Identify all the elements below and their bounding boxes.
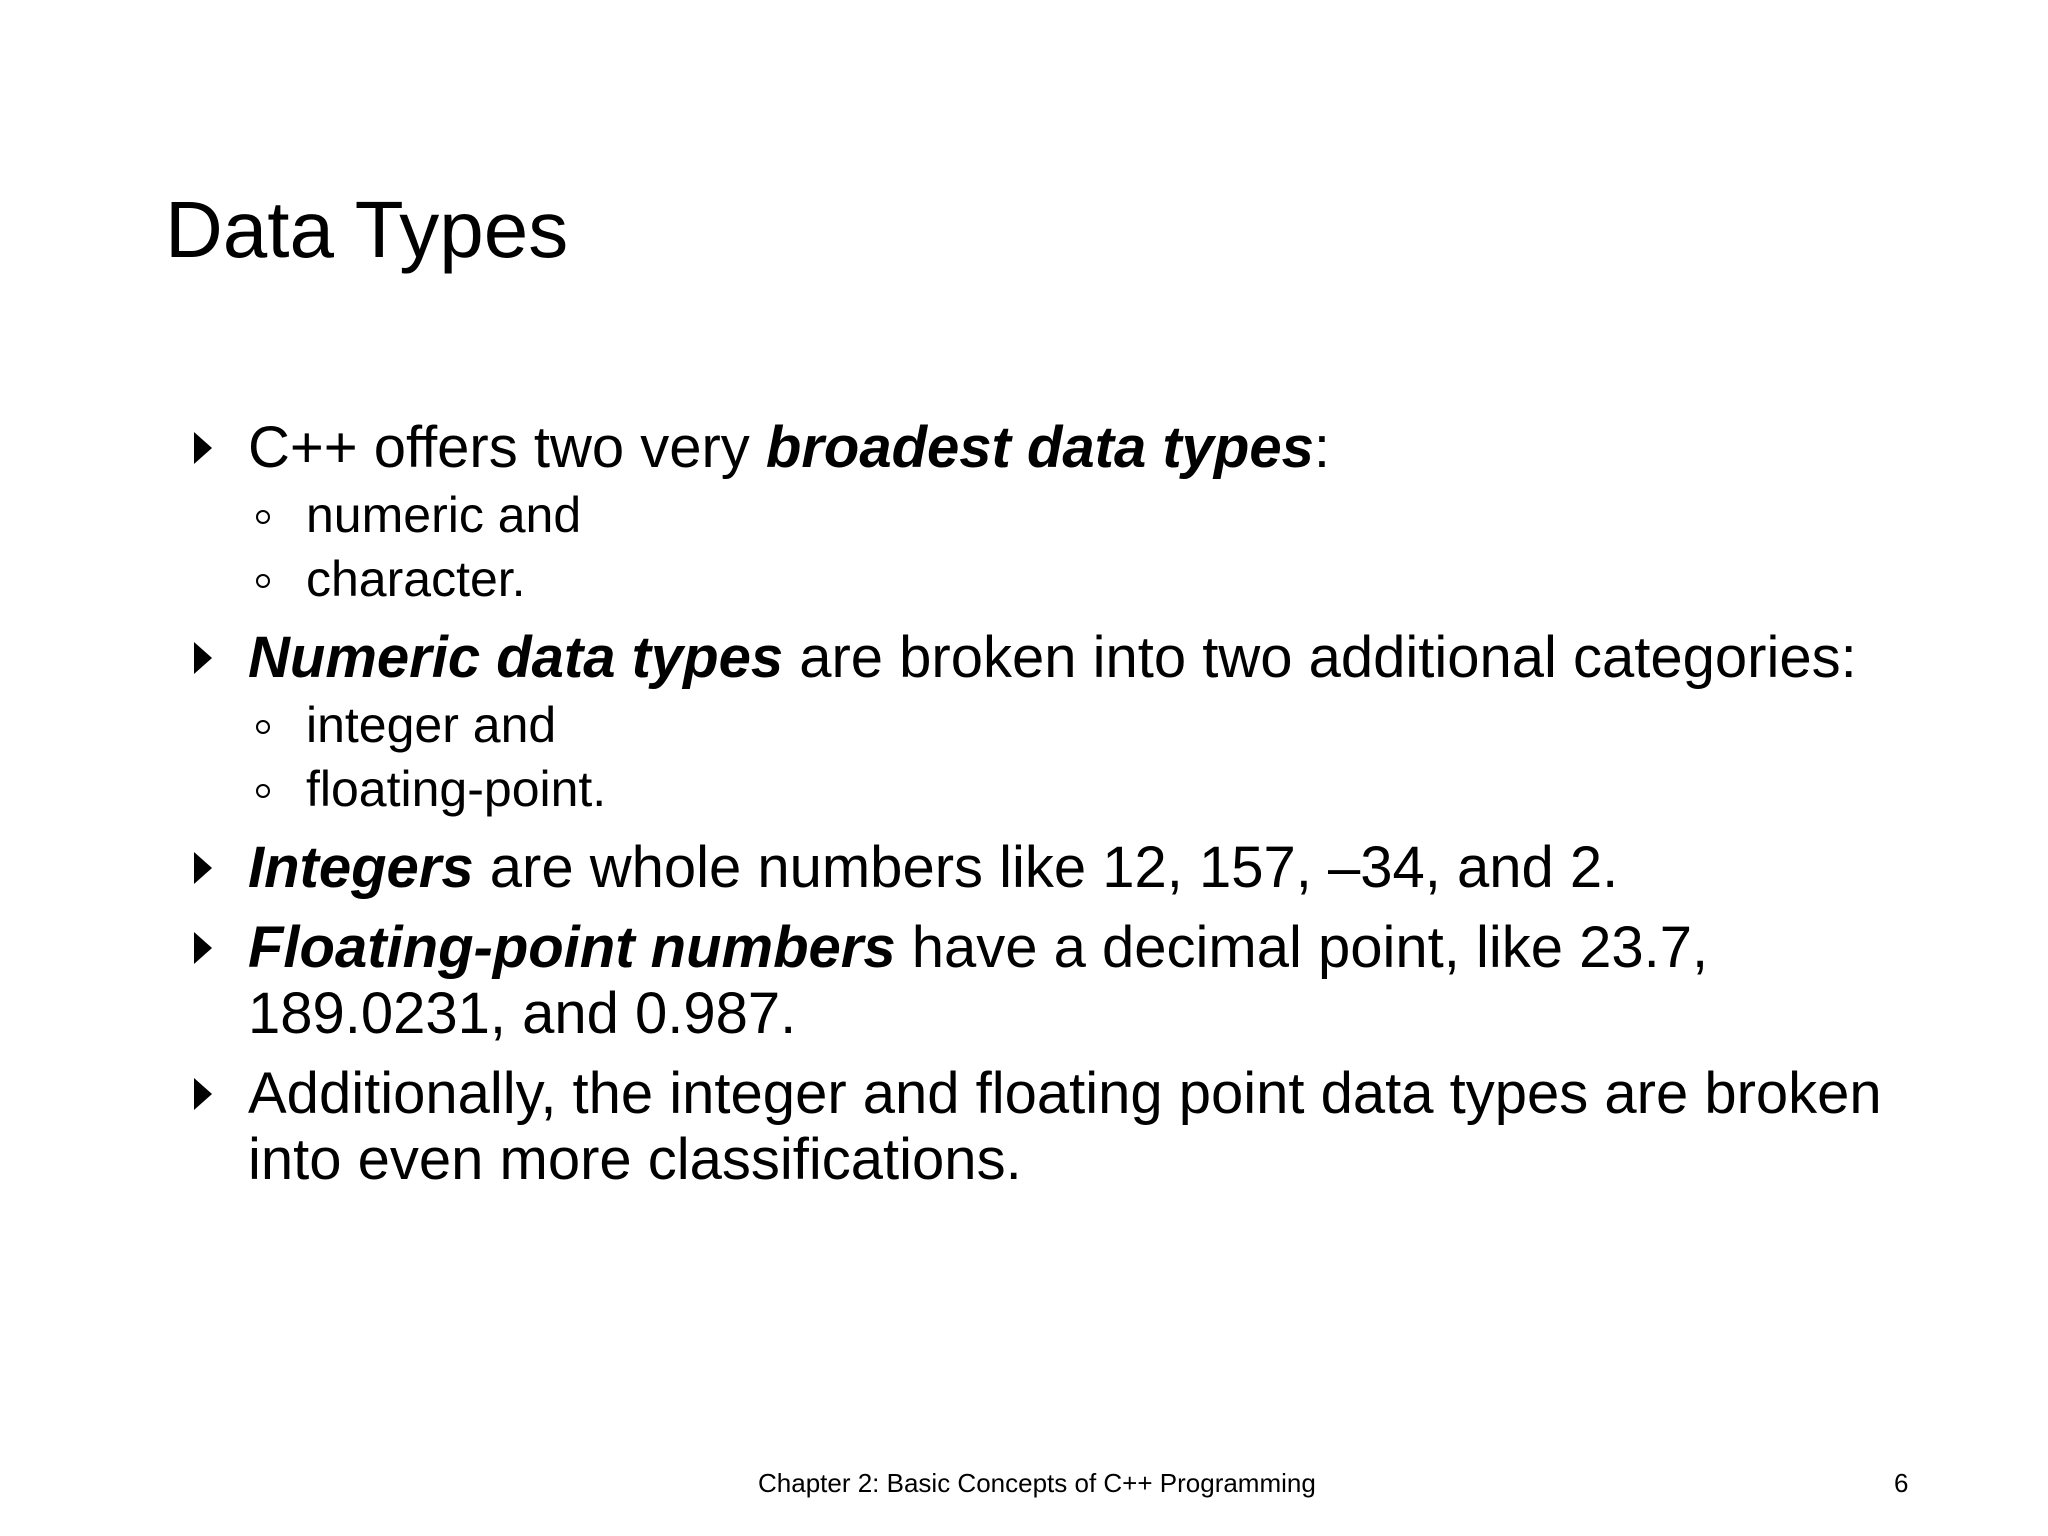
bullet-2: [190, 625, 1890, 821]
bullet-emphasis: broadest data types: [765, 415, 1314, 480]
circle-bullet-icon: [256, 510, 270, 524]
bullet-4: [190, 915, 1890, 1047]
sub-bullet-text: floating-point.: [306, 761, 607, 817]
circle-bullet-icon: [256, 574, 270, 588]
bullet-emphasis: Numeric data types: [248, 625, 784, 690]
bullet-emphasis: Floating-point numbers: [248, 915, 896, 980]
circle-bullet-icon: [256, 720, 270, 734]
triangle-bullet-icon: [194, 642, 212, 674]
bullet-text: are whole numbers like 12, 157, –34, and 2.: [473, 835, 1619, 900]
page-number: 6: [1894, 1468, 1909, 1498]
bullet-text: are broken into two additional categories:: [783, 625, 1857, 690]
slide-title: Data Types: [165, 185, 569, 274]
sub-bullet: [248, 483, 1890, 547]
bullet-emphasis: Integers: [248, 835, 474, 900]
triangle-bullet-icon: [194, 852, 212, 884]
sub-bullet: [248, 547, 1890, 611]
bullet-text: Additionally, the integer and floating point data types are broken into even more classifications.: [248, 1061, 1882, 1192]
bullet-3: [190, 835, 1890, 901]
triangle-bullet-icon: [194, 1078, 212, 1110]
sub-bullet: [248, 757, 1890, 821]
triangle-bullet-icon: [194, 932, 212, 964]
sub-bullet-list: [248, 693, 1890, 821]
slide-footer: Chapter 2: Basic Concepts of C++ Programming: [758, 1468, 1316, 1498]
slide-content: [190, 415, 1890, 1207]
triangle-bullet-icon: [194, 432, 212, 464]
sub-bullet-list: [248, 483, 1890, 611]
bullet-5: [190, 1061, 1890, 1193]
sub-bullet-text: numeric and: [306, 487, 582, 543]
bullet-text: :: [1313, 415, 1330, 480]
bullet-text: C++ offers two very: [248, 415, 766, 480]
sub-bullet-text: character.: [306, 551, 526, 607]
sub-bullet: [248, 693, 1890, 757]
bullet-text: have a decimal point, like 23.7, 189.0231, and 0.987.: [248, 915, 1709, 1046]
sub-bullet-text: integer and: [306, 697, 557, 753]
bullet-1: [190, 415, 1890, 611]
circle-bullet-icon: [256, 784, 270, 798]
